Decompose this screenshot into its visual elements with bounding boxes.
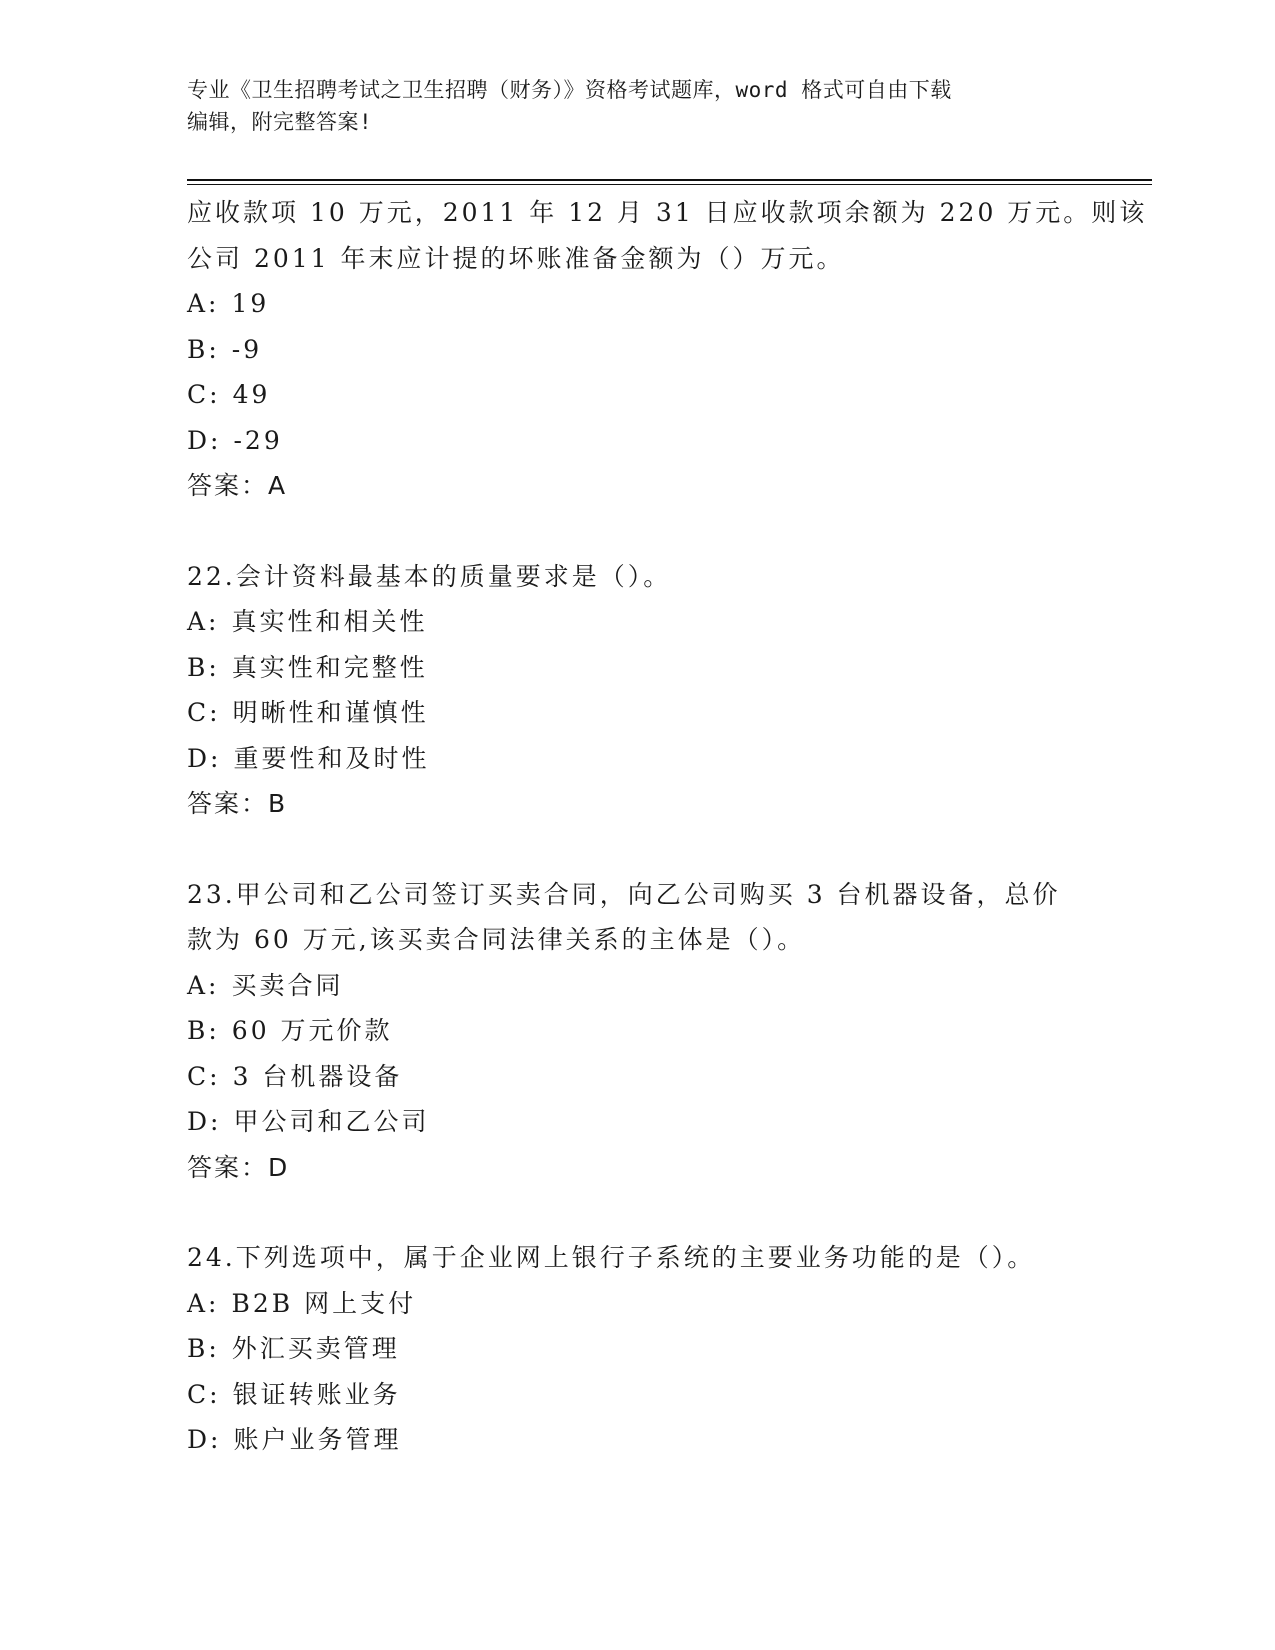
spacer <box>187 827 1117 872</box>
option-label: B: <box>187 652 220 682</box>
option-text: -29 <box>233 425 283 455</box>
option-text: 明晰性和谨慎性 <box>232 698 429 727</box>
option-c <box>187 1372 1117 1418</box>
header-line-1: 专业《卫生招聘考试之卫生招聘（财务）》资格考试题库，word 格式可自由下载 <box>187 78 952 102</box>
option-text: -9 <box>231 334 263 364</box>
option-label: B: <box>187 334 220 364</box>
question-22 <box>187 554 1117 827</box>
option-a <box>187 1281 1117 1327</box>
spacer <box>187 509 1117 554</box>
option-c <box>187 372 1117 418</box>
option-text: 账户业务管理 <box>233 1425 402 1454</box>
option-text: 银证转账业务 <box>232 1379 401 1409</box>
option-d <box>187 736 1117 782</box>
option-text: 真实性和完整性 <box>231 652 428 682</box>
option-label: A: <box>187 289 220 318</box>
option-d <box>187 1417 1117 1463</box>
question-list <box>187 190 1148 1463</box>
answer-label: 答案：D <box>187 1152 290 1182</box>
header-divider-thick <box>187 179 1152 181</box>
question-23 <box>187 872 1117 1191</box>
option-label: C: <box>187 698 221 727</box>
option-text: 重要性和及时性 <box>233 743 430 773</box>
option-label: B: <box>187 1334 220 1363</box>
question-21-text-line-2: 公司 2011 年末应计提的坏账准备金额为（）万元。 <box>187 243 845 273</box>
option-b <box>187 645 1117 691</box>
question-23-text-line-2: 款为 60 万元,该买卖合同法律关系的主体是（）。 <box>187 925 806 954</box>
question-23-text-line-1: 23.甲公司和乙公司签订买卖合同，向乙公司购买 3 台机器设备，总价 <box>187 879 1061 909</box>
option-b <box>187 1008 1117 1054</box>
option-label: A: <box>187 607 220 636</box>
option-d <box>187 418 1117 464</box>
option-label: C: <box>187 1061 221 1091</box>
option-text: 3 台机器设备 <box>232 1061 403 1091</box>
option-label: D: <box>187 1107 222 1136</box>
spacer <box>187 1190 1117 1235</box>
question-24 <box>187 1235 1117 1463</box>
option-label: C: <box>187 1379 221 1409</box>
question-22-text-line-1: 22.会计资料最基本的质量要求是（）。 <box>187 561 672 591</box>
option-a <box>187 963 1117 1009</box>
question-21 <box>187 190 1148 509</box>
answer-label: 答案：B <box>187 789 288 818</box>
option-text: 甲公司和乙公司 <box>233 1107 430 1136</box>
option-label: C: <box>187 380 221 409</box>
header-divider-thin <box>187 184 1152 185</box>
option-label: D: <box>187 1425 222 1454</box>
option-text: 19 <box>231 289 270 318</box>
option-c <box>187 690 1117 736</box>
option-text: 外汇买卖管理 <box>231 1334 400 1363</box>
option-label: D: <box>187 425 222 455</box>
header-line-2: 编辑，附完整答案! <box>187 110 373 134</box>
option-a <box>187 599 1117 645</box>
option-text: B2B 网上支付 <box>231 1288 417 1318</box>
option-label: D: <box>187 743 222 773</box>
option-b <box>187 1326 1117 1372</box>
document-header <box>187 74 1087 138</box>
option-text: 买卖合同 <box>231 970 344 1000</box>
option-b <box>187 327 1117 373</box>
option-label: A: <box>187 970 220 1000</box>
option-label: B: <box>187 1016 220 1045</box>
question-21-text-line-1: 应收款项 10 万元，2011 年 12 月 31 日应收款项余额为 220 万元。则该 <box>187 198 1148 227</box>
option-text: 真实性和相关性 <box>231 607 428 636</box>
option-text: 49 <box>232 380 271 409</box>
option-a <box>187 281 1117 327</box>
option-text: 60 万元价款 <box>231 1016 393 1045</box>
option-d <box>187 1099 1117 1145</box>
option-label: A: <box>187 1288 220 1318</box>
answer-label: 答案：A <box>187 471 288 500</box>
option-c <box>187 1054 1117 1100</box>
question-24-text-line-1: 24.下列选项中，属于企业网上银行子系统的主要业务功能的是（）。 <box>187 1243 1036 1272</box>
